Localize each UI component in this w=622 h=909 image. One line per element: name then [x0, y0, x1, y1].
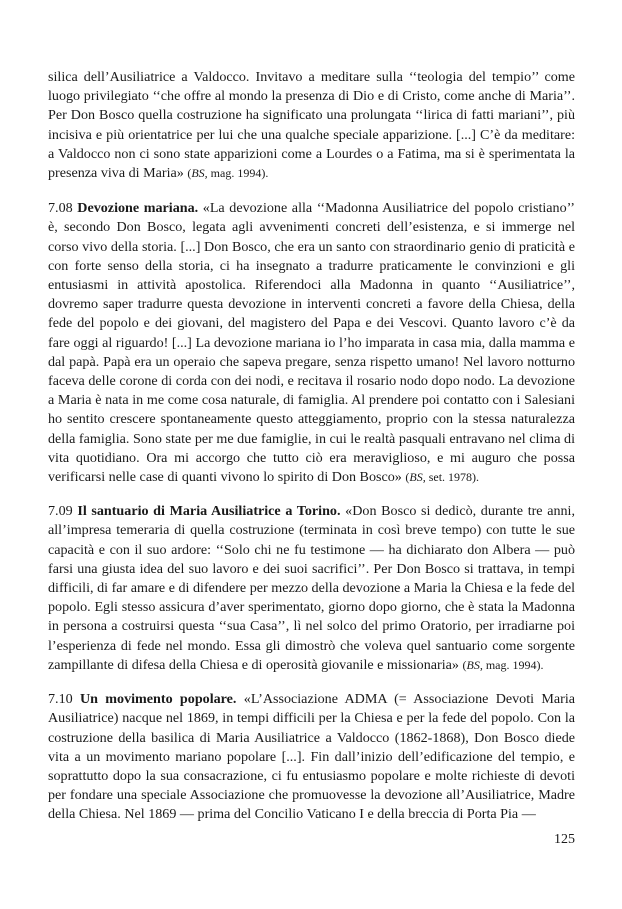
entry-citation: (BS, set. 1978).: [405, 470, 480, 485]
entry-body: «La devozione alla ‘‘Madonna Ausiliatrice del popolo cristiano’’ è, secondo Don Bosco, legata agli avvenimenti concreti dell’esistenza, e si immerge nel corso vivo della storia. [...] Don Bosco, che era un santo con straordinario genio di praticità e con forte senso della storia, ci ha insegnato a tradurre praticamente le convinzioni e gli entusiasmi in attività apostolica. Riferendoci alla Madonna in quanto ‘‘Ausiliatrice’’, dovremo saper tradurre questa devozione in interventi concreti a favore della Chiesa, della fede del popolo e dei giovani, del magistero del Papa e dei Vescovi. Quanto lavoro c’è da fare oggi al riguardo! [...] La devozione mariana io l’ho imparata in casa mia, dalla mamma e dal papà. Papà era un operaio che sapeva pregare, senza rispetto umano! Nel lavoro notturno faceva delle corone di corda con dei nodi, e recitava il rosario nodo dopo nodo. La devozione a Maria è nata in me come cosa naturale, di famiglia. Al prendere poi contatto con i Salesiani ho sentito crescere spontaneamente questo atteggiamento, proprio con la stessa naturalezza della famiglia. Sono state per me due famiglie, in cui le realtà pasquali entravano nel clima di vita quotidiano. Ora mi accorgo che tutto ciò era meraviglioso, e mi auguro che possa verificarsi nelle case di quanti vivono lo spirito di Don Bosco»: [48, 200, 575, 486]
entry-number: 7.09: [48, 503, 73, 520]
intro-cite-source: BS,: [191, 166, 208, 181]
entry-number: 7.08: [48, 200, 73, 217]
intro-citation: (BS, mag. 1994).: [187, 166, 269, 181]
entry-body: «Don Bosco si dedicò, durante tre anni, all’impresa temeraria di quella costruzione (terminata in così breve tempo) con tutte le sue capacità e con il suo ardore: ‘‘Solo chi ne fu testimone — ha dichiarato don Albera — può farsi una giusta idea del suo lavoro e dei suoi sacrifici’’. Per Don Bosco si trattava, in tempi difficili, di far amare e di difendere per mezzo della devozione a Maria la Chiesa e la fede del popolo. Egli stesso assicura d’aver sperimentato, giorno dopo giorno, che è stata la Madonna in persona a costruirsi questa ‘‘sua Casa’’, lì nel solco del primo Oratorio, per irradiarne poi l’esperienza di fede nel mondo. Essa gli dimostrò che voleva quel santuario come sorgente zampillante di difesa della Chiesa e di operosità giovanile e missionaria»: [48, 503, 576, 673]
intro-paragraph: [48, 68, 575, 183]
intro-text: silica dell’Ausiliatrice a Valdocco. Invitavo a meditare sulla ‘‘teologia del tempio’’ come luogo privilegiato ‘‘che offre al mondo la presenza di Dio e di Cristo, come anche di Maria’’. Per Don Bosco quella costruzione ha significato una prolungata ‘‘lirica di fatti mariani’’, più incisiva e più orientatrice per lui che una qualche speciale apparizione. [...] C’è da meditare: a Valdocco non ci sono state apparizioni come a Lourdes o a Fatima, ma si è sperimentata la presenza viva di Maria»: [48, 69, 575, 182]
entry-cite-date: mag. 1994).: [485, 657, 544, 672]
entry-cite-date: set. 1978).: [428, 470, 480, 485]
page-number: 125: [554, 832, 575, 847]
entry-title: Devozione mariana.: [77, 200, 199, 217]
intro-cite-date: mag. 1994).: [210, 166, 269, 181]
page-body: [48, 68, 575, 840]
entry-title: Un movimento popolare.: [79, 691, 237, 708]
entry-body: «L’Associazione ADMA (= Associazione Devoti Maria Ausiliatrice) nacque nel 1869, in tempi difficili per la Chiesa e per la fede del popolo. Con la costruzione della basilica di Maria Ausiliatrice a Valdocco (1862-1868), Don Bosco diede vita a un movimento mariano popolare [...]. Fin dall’inizio dell’edificazione del tempio, e soprattutto dopo la sua consacrazione, ci fu entusiasmo popolare e molte richieste di devoti per fondare una speciale Associazione che promuovesse la devozione all’Ausiliatrice, Madre della Chiesa. Nel 1869 — prima del Concilio Vaticano I e della breccia di Porta Pia —: [48, 691, 576, 823]
entry-title: Il santuario di Maria Ausiliatrice a Torino.: [77, 503, 341, 520]
entry-7-09: [48, 502, 575, 675]
entry-number: 7.10: [48, 691, 73, 708]
entry-cite-source: BS,: [466, 657, 483, 672]
entry-7-08: [48, 199, 575, 487]
entry-7-10: [48, 690, 575, 824]
entry-cite-source: BS,: [409, 470, 426, 485]
entry-citation: (BS, mag. 1994).: [462, 657, 544, 672]
